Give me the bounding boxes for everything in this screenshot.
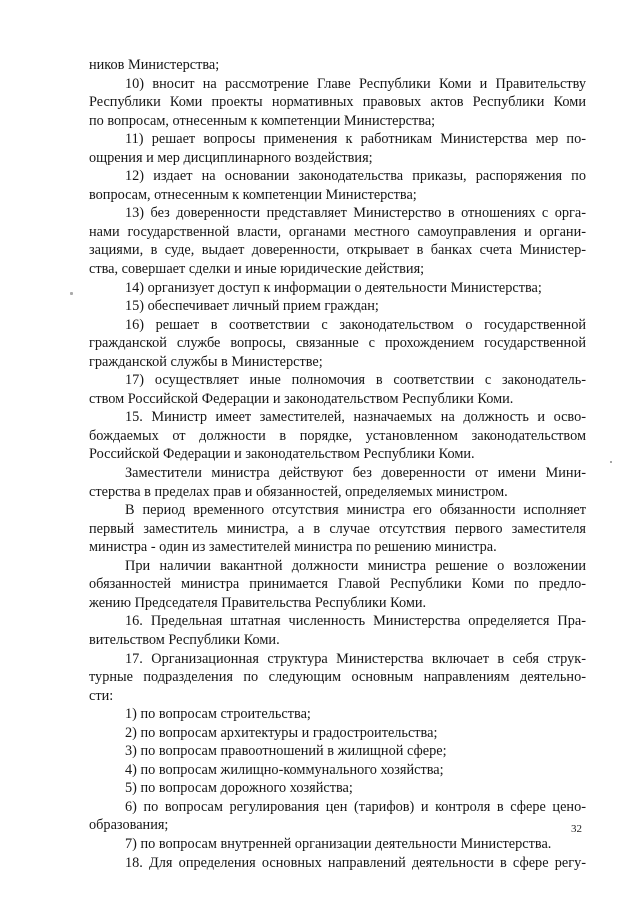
paragraph-absence — [89, 501, 586, 557]
paragraph-line: зациями, в суде, выдает доверенности, открывает в банках счета Министер- — [89, 242, 586, 259]
paragraph-item-16 — [89, 316, 586, 372]
paragraph-dir-2 — [89, 724, 586, 743]
paragraph-line: 5) по вопросам дорожного хозяйства; — [125, 780, 353, 797]
paragraph-line: первый заместитель министра, а в случае отсутствия первого заместителя — [89, 520, 586, 537]
page-number: 32 — [571, 823, 582, 835]
paragraph-line: вопросам, отнесенным к компетенции Министерства; — [89, 186, 417, 203]
paragraph-line: 17. Организационная структура Министерства включает в себя струк- — [125, 650, 586, 667]
paragraph-dir-4 — [89, 761, 586, 780]
paragraph-line: 4) по вопросам жилищно-коммунального хозяйства; — [125, 761, 444, 778]
paragraph-line: ников Министерства; — [89, 57, 220, 73]
paragraph-line: бождаемых от должности в порядке, установленном законодательством — [89, 427, 586, 444]
paragraph-item-13 — [89, 204, 586, 278]
paragraph-line: 2) по вопросам архитектуры и градостроительства; — [125, 724, 438, 741]
paragraph-line: 15. Министр имеет заместителей, назначаемых на должность и осво- — [125, 409, 586, 426]
paragraph-line: гражданской службы в Министерстве; — [89, 353, 323, 370]
paragraph-line: министра - один из заместителей министра по решению министра. — [89, 539, 497, 556]
paragraph-line: Республики Коми проекты нормативных правовых актов Республики Коми — [89, 94, 586, 111]
paragraph-line: При наличии вакантной должности министра решение о возложении — [125, 557, 586, 574]
paragraph-line: ством Российской Федерации и законодательством Республики Коми. — [89, 390, 514, 407]
paragraph-line: В период временного отсутствия министра его обязанности исполняет — [125, 502, 586, 519]
paragraph-line: по вопросам, отнесенным к компетенции Министерства; — [89, 112, 436, 129]
paragraph-item-14 — [89, 279, 586, 298]
paragraph-item-17 — [89, 371, 586, 408]
paragraph-line: нами государственной власти, органами местного самоуправления и органи- — [89, 223, 586, 240]
scan-speck — [610, 461, 612, 463]
paragraph-line: обязанностей министра принимается Главой Республики Коми по предло- — [89, 576, 586, 593]
paragraph-line: образования; — [89, 817, 169, 834]
paragraph-cont-p9 — [89, 56, 586, 75]
paragraph-line: сти: — [89, 687, 114, 704]
paragraph-line: 13) без доверенности представляет Министерство в отношениях с орга- — [125, 205, 586, 222]
paragraph-deputies — [89, 464, 586, 501]
paragraph-clause-18 — [89, 854, 586, 873]
paragraph-line: 16. Предельная штатная численность Министерства определяется Пра- — [125, 613, 586, 630]
paragraph-line: 15) обеспечивает личный прием граждан; — [125, 298, 379, 315]
paragraph-line: ства, совершает сделки и иные юридические действия; — [89, 261, 425, 278]
paragraph-item-15 — [89, 297, 586, 316]
paragraph-line: 12) издает на основании законодательства приказы, распоряжения по — [125, 168, 586, 185]
paragraph-dir-3 — [89, 742, 586, 761]
paragraph-line: 18. Для определения основных направлений деятельности в сфере регу- — [125, 854, 586, 871]
paragraph-line: 7) по вопросам внутренней организации деятельности Министерства. — [125, 835, 552, 852]
paragraph-vacancy — [89, 557, 586, 613]
paragraph-item-11 — [89, 130, 586, 167]
paragraph-dir-7 — [89, 835, 586, 854]
paragraph-line: 16) решает в соответствии с законодательством о государственной — [125, 316, 586, 333]
paragraph-dir-6 — [89, 798, 586, 835]
paragraph-line: 11) решает вопросы применения к работникам Министерства мер по- — [125, 131, 586, 148]
paragraph-dir-1 — [89, 705, 586, 724]
paragraph-clause-15 — [89, 408, 586, 464]
paragraph-line: гражданской службе вопросы, связанные с прохождением государственной — [89, 335, 586, 352]
paragraph-line: Российской Федерации и законодательством Республики Коми. — [89, 446, 475, 463]
paragraph-dir-5 — [89, 779, 586, 798]
paragraph-line: Заместители министра действуют без доверенности от имени Мини- — [125, 465, 586, 482]
scan-speck — [70, 292, 73, 295]
paragraph-line: ощрения и мер дисциплинарного воздействия; — [89, 149, 373, 166]
document-body — [89, 56, 586, 872]
paragraph-line: стерства в пределах прав и обязанностей, определяемых министром. — [89, 483, 508, 500]
paragraph-line: 3) по вопросам правоотношений в жилищной сфере; — [125, 743, 447, 760]
paragraph-line: 10) вносит на рассмотрение Главе Республики Коми и Правительству — [125, 75, 586, 92]
paragraph-line: 17) осуществляет иные полномочия в соответствии с законодатель- — [125, 372, 586, 389]
paragraph-line: жению Председателя Правительства Республики Коми. — [89, 594, 427, 611]
paragraph-item-10 — [89, 75, 586, 131]
paragraph-line: 14) организует доступ к информации о деятельности Министерства; — [125, 279, 542, 296]
paragraph-item-12 — [89, 167, 586, 204]
paragraph-clause-17 — [89, 650, 586, 706]
paragraph-line: турные подразделения по следующим основным направлениям деятельно- — [89, 669, 586, 686]
paragraph-line: 1) по вопросам строительства; — [125, 706, 311, 723]
paragraph-clause-16 — [89, 612, 586, 649]
paragraph-line: вительством Республики Коми. — [89, 631, 280, 648]
paragraph-line: 6) по вопросам регулирования цен (тарифов) и контроля в сфере цено- — [125, 798, 586, 815]
